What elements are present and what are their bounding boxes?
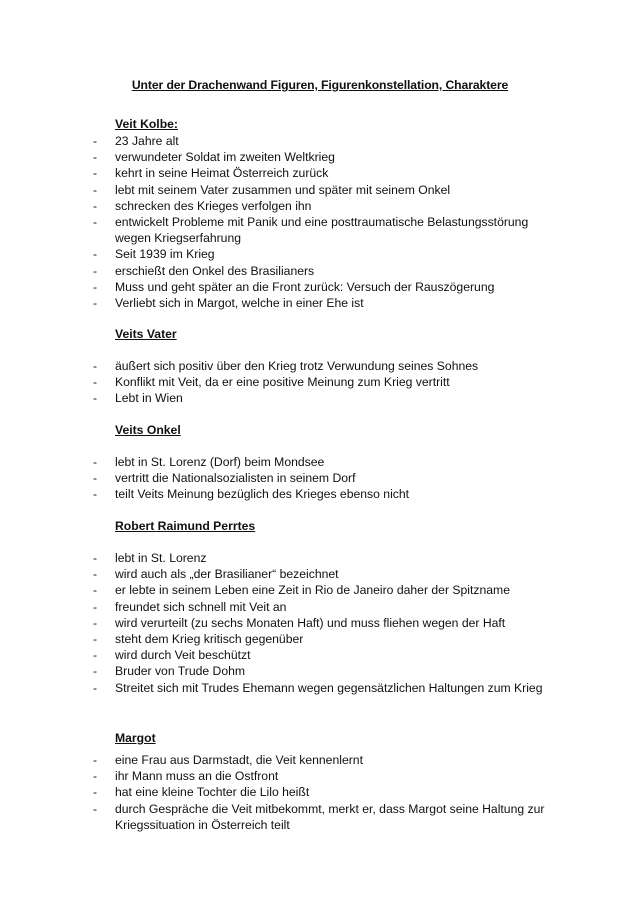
bullet-list-robert-raimund-perrtes — [0, 550, 640, 696]
list-item: - Lebt in Wien — [93, 391, 183, 406]
bullet-list-margot — [0, 752, 640, 833]
dash-icon: - — [93, 166, 98, 181]
dash-icon: - — [93, 263, 98, 278]
dash-icon: - — [93, 455, 98, 469]
list-item: - Verliebt sich in Margot, welche in einer Ehe ist — [93, 296, 364, 311]
list-item: - äußert sich positiv über den Krieg trotz Verwundung seines Sohnes — [93, 359, 479, 373]
list-item: - lebt mit seinem Vater zusammen und später mit seinem Onkel — [93, 182, 451, 197]
dash-icon: - — [93, 375, 98, 390]
list-item: - Konflikt mit Veit, da er eine positive Meinung zum Krieg vertritt — [93, 375, 450, 390]
dash-icon: - — [93, 769, 98, 784]
section-heading-veit-kolbe: Veit Kolbe: — [115, 117, 178, 131]
dash-icon: - — [93, 391, 98, 406]
dash-icon: - — [93, 551, 98, 565]
dash-icon: - — [93, 471, 98, 486]
dash-icon: - — [93, 567, 98, 582]
dash-icon: - — [93, 198, 98, 213]
dash-icon: - — [93, 150, 98, 165]
list-item: - er lebte in seinem Leben eine Zeit in Rio de Janeiro daher der Spitzname — [93, 583, 510, 598]
bullet-list-veits-onkel — [0, 454, 640, 503]
dash-icon: - — [93, 247, 98, 262]
list-item: - 23 Jahre alt — [93, 134, 179, 148]
dash-icon: - — [93, 753, 98, 767]
dash-icon: - — [93, 296, 98, 311]
section-heading-robert-raimund-perrtes: Robert Raimund Perrtes — [115, 519, 256, 533]
dash-icon: - — [93, 487, 98, 502]
list-item: - entwickelt Probleme mit Panik und eine posttraumatische Belastungsstörung wegen Kriegserfahrung — [93, 215, 529, 246]
dash-icon: - — [93, 279, 98, 294]
dash-icon: - — [93, 215, 98, 230]
list-item: - vertritt die Nationalsozialisten in seinem Dorf — [93, 471, 356, 486]
dash-icon: - — [93, 583, 98, 598]
bullet-list-veits-vater — [0, 358, 640, 407]
list-item: - lebt in St. Lorenz — [93, 551, 207, 565]
dash-icon: - — [93, 801, 98, 816]
list-item: - verwundeter Soldat im zweiten Weltkrieg — [93, 150, 335, 165]
list-item: - wird auch als „der Brasilianer“ bezeichnet — [93, 567, 339, 582]
list-item: - wird durch Veit beschützt — [93, 648, 251, 663]
dash-icon: - — [93, 632, 98, 647]
list-item: - Bruder von Trude Dohm — [93, 664, 246, 679]
list-item: - ihr Mann muss an die Ostfront — [93, 769, 279, 784]
dash-icon: - — [93, 359, 98, 373]
list-item: - durch Gespräche die Veit mitbekommt, merkt er, dass Margot seine Haltung zur Kriegssituation in Österreich teilt — [93, 801, 545, 832]
bullet-list-veit-kolbe — [0, 133, 640, 311]
list-item: - Seit 1939 im Krieg — [93, 247, 215, 262]
section-heading-veits-onkel: Veits Onkel — [115, 423, 181, 437]
dash-icon: - — [93, 680, 98, 695]
list-item: - hat eine kleine Tochter die Lilo heißt — [93, 785, 310, 800]
dash-icon: - — [93, 182, 98, 197]
section-heading-margot: Margot — [115, 731, 156, 745]
dash-icon: - — [93, 599, 98, 614]
dash-icon: - — [93, 648, 98, 663]
section-heading-veits-vater: Veits Vater — [115, 327, 177, 341]
list-item: - freundet sich schnell mit Veit an — [93, 599, 287, 614]
dash-icon: - — [93, 664, 98, 679]
list-item: - erschießt den Onkel des Brasilianers — [93, 263, 315, 278]
dash-icon: - — [93, 134, 98, 148]
dash-icon: - — [93, 785, 98, 800]
list-item: - Streitet sich mit Trudes Ehemann wegen gegensätzlichen Haltungen zum Krieg — [93, 680, 543, 695]
list-item: - steht dem Krieg kritisch gegenüber — [93, 632, 304, 647]
document-title: Unter der Drachenwand Figuren, Figurenkonstellation, Charaktere — [131, 78, 509, 92]
list-item: - kehrt in seine Heimat Österreich zurück — [93, 166, 329, 181]
list-item: - lebt in St. Lorenz (Dorf) beim Mondsee — [93, 455, 325, 469]
list-item: - schrecken des Krieges verfolgen ihn — [93, 198, 312, 213]
list-item: - eine Frau aus Darmstadt, die Veit kennenlernt — [93, 753, 363, 767]
list-item: - teilt Veits Meinung bezüglich des Krieges ebenso nicht — [93, 487, 410, 502]
list-item: - Muss und geht später an die Front zurück: Versuch der Rauszögerung — [93, 279, 495, 294]
list-item: - wird verurteilt (zu sechs Monaten Haft) und muss fliehen wegen der Haft — [93, 615, 506, 630]
dash-icon: - — [93, 615, 98, 630]
